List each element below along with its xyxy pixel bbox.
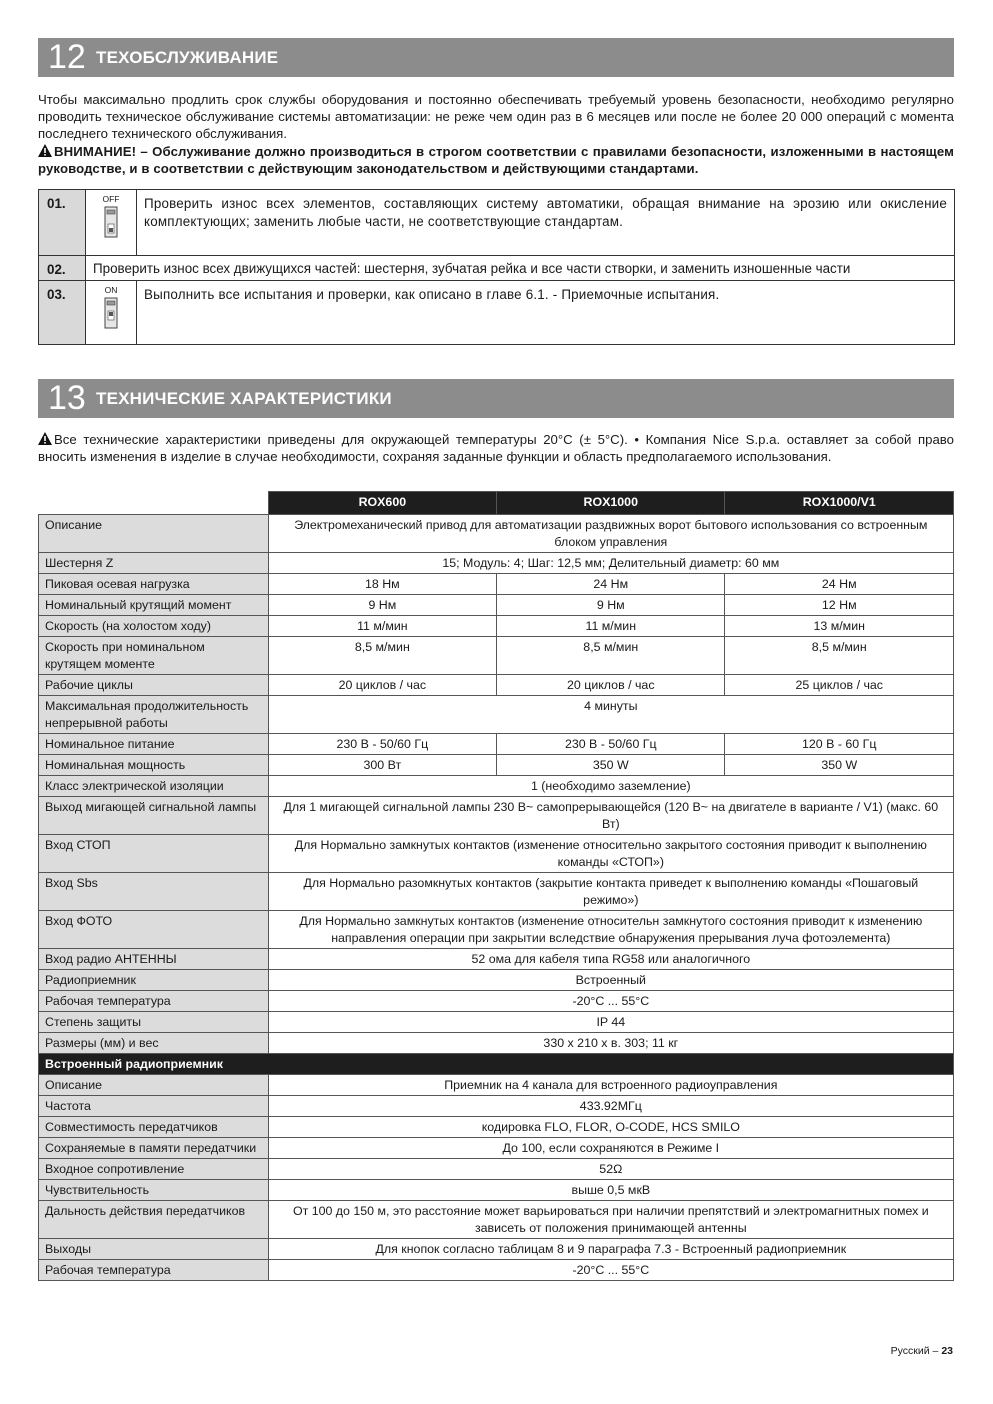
row-label: Номинальное питание: [39, 734, 269, 755]
circuit-breaker-on-icon: [104, 297, 118, 329]
row-value: 11 м/мин: [268, 616, 496, 637]
row-value: 24 Нм: [497, 574, 725, 595]
section-title: ТЕХОБСЛУЖИВАНИЕ: [96, 47, 279, 67]
table-row: [39, 515, 954, 553]
table-row: [39, 776, 954, 797]
step-text: Проверить износ всех элементов, составляющих систему автоматики, обращая внимание на эрозию или окисление комплектующих; заменить любые части, не соответствующие стандартам.: [137, 190, 955, 256]
table-row: [39, 755, 954, 776]
empty-header-cell: [39, 492, 269, 515]
row-value: 350 W: [497, 755, 725, 776]
step-number: 02.: [39, 256, 86, 281]
switch-off-cell: [86, 190, 137, 256]
table-row: [39, 696, 954, 734]
row-label: Описание: [39, 515, 269, 553]
table-header-row: [39, 492, 954, 515]
row-value: От 100 до 150 м, это расстояние может варьироваться при наличии препятствий и электромагнитных помех и зависеть от положения принимающей антенны: [268, 1201, 953, 1239]
table-row: [39, 1075, 954, 1096]
row-label: Размеры (мм) и вес: [39, 1033, 269, 1054]
row-value: 20 циклов / час: [268, 675, 496, 696]
row-label: Вход ФОТО: [39, 911, 269, 949]
specifications-table: [38, 491, 954, 1281]
table-row: [39, 873, 954, 911]
row-value: выше 0,5 мкВ: [268, 1180, 953, 1201]
row-value: 330 x 210 x в. 303; 11 кг: [268, 1033, 953, 1054]
row-value: кодировка FLO, FLOR, O-CODE, HCS SMILO: [268, 1117, 953, 1138]
table-row: [39, 616, 954, 637]
row-value: 25 циклов / час: [725, 675, 954, 696]
row-label: Выход мигающей сигнальной лампы: [39, 797, 269, 835]
table-row: [39, 1159, 954, 1180]
row-label: Сохраняемые в памяти передатчики: [39, 1138, 269, 1159]
row-label: Частота: [39, 1096, 269, 1117]
row-value: 350 W: [725, 755, 954, 776]
row-label: Вход СТОП: [39, 835, 269, 873]
radio-section-header: [39, 1054, 954, 1075]
row-label: Скорость (на холостом ходу): [39, 616, 269, 637]
note-text: Все технические характеристики приведены для окружающей температуры 20°C (± 5°C). • Компания Nice S.p.a. оставляет за собой право вносить изменения в изделие в случае необходимости, сохраняя заданные функции и область предполагаемого использования.: [38, 432, 954, 464]
row-label: Вход Sbs: [39, 873, 269, 911]
table-row: [39, 1096, 954, 1117]
row-label: Выходы: [39, 1239, 269, 1260]
row-value: Электромеханический привод для автоматизации раздвижных ворот бытового использования со встроенным блоком управления: [268, 515, 953, 553]
row-value: -20°C ... 55°C: [268, 991, 953, 1012]
row-value: 24 Нм: [725, 574, 954, 595]
footer-language: Русский –: [890, 1345, 942, 1357]
table-row: [39, 797, 954, 835]
maintenance-step: [39, 281, 955, 345]
maintenance-warning: [38, 143, 954, 177]
table-row: [39, 675, 954, 696]
row-value: Встроенный: [268, 970, 953, 991]
switch-label: ON: [104, 285, 118, 295]
section-12-header: [38, 38, 954, 77]
row-value: IP 44: [268, 1012, 953, 1033]
row-value: 8,5 м/мин: [497, 637, 725, 675]
row-label: Описание: [39, 1075, 269, 1096]
section-title: ТЕХНИЧЕСКИЕ ХАРАКТЕРИСТИКИ: [96, 388, 392, 408]
table-row: [39, 991, 954, 1012]
table-row: [39, 553, 954, 574]
row-label: Чувствительность: [39, 1180, 269, 1201]
table-row: [39, 734, 954, 755]
warning-icon: [38, 144, 52, 157]
table-row: [39, 1260, 954, 1281]
row-value: 18 Нм: [268, 574, 496, 595]
circuit-breaker-off-icon: [104, 206, 118, 238]
row-label: Шестерня Z: [39, 553, 269, 574]
maintenance-table: [38, 189, 955, 345]
table-row: [39, 637, 954, 675]
warning-icon: [38, 432, 52, 445]
switch-on-cell: [86, 281, 137, 345]
row-value: До 100, если сохраняются в Режиме I: [268, 1138, 953, 1159]
intro-text: Чтобы максимально продлить срок службы оборудования и постоянно обеспечивать требуемый уровень безопасности, необходимо регулярно проводить техническое обслуживание системы автоматизации: не реже чем один раз в 6 месяцев или после не более 20 000 операций с момента последнего технического обслуживания.: [38, 92, 954, 141]
step-number: 01.: [39, 190, 86, 256]
table-row: [39, 949, 954, 970]
row-value: 8,5 м/мин: [725, 637, 954, 675]
row-value: 230 В - 50/60 Гц: [268, 734, 496, 755]
table-row: [39, 1138, 954, 1159]
row-value: -20°C ... 55°C: [268, 1260, 953, 1281]
maintenance-step: [39, 190, 955, 256]
table-row: [39, 1180, 954, 1201]
table-row: [39, 574, 954, 595]
table-row: [39, 911, 954, 949]
step-text: Выполнить все испытания и проверки, как описано в главе 6.1. - Приемочные испытания.: [137, 281, 955, 345]
page-number: 23: [941, 1345, 953, 1357]
maintenance-intro: [38, 91, 954, 142]
row-value: 1 (необходимо заземление): [268, 776, 953, 797]
radio-section-title: Встроенный радиоприемник: [39, 1054, 954, 1075]
row-label: Рабочая температура: [39, 991, 269, 1012]
column-header: ROX1000: [497, 492, 725, 515]
row-label: Степень защиты: [39, 1012, 269, 1033]
row-value: Для Нормально замкнутых контактов (изменение относительно закрытого состояния приводит к выполнению команды «СТОП»): [268, 835, 953, 873]
row-value: 433.92МГц: [268, 1096, 953, 1117]
row-label: Вход радио АНТЕННЫ: [39, 949, 269, 970]
row-value: Для Нормально разомкнутых контактов (закрытие контакта приведет к выполнению команды «Пошаговый режимо»): [268, 873, 953, 911]
row-value: 12 Нм: [725, 595, 954, 616]
column-header: ROX600: [268, 492, 496, 515]
table-row: [39, 970, 954, 991]
row-value: 9 Нм: [268, 595, 496, 616]
table-row: [39, 595, 954, 616]
row-value: 300 Вт: [268, 755, 496, 776]
row-label: Радиоприемник: [39, 970, 269, 991]
row-label: Максимальная продолжительность непрерывной работы: [39, 696, 269, 734]
section-number: 13: [48, 379, 86, 417]
row-value: Для кнопок согласно таблицам 8 и 9 параграфа 7.3 - Встроенный радиоприемник: [268, 1239, 953, 1260]
row-value: 20 циклов / час: [497, 675, 725, 696]
row-value: 8,5 м/мин: [268, 637, 496, 675]
table-row: [39, 1117, 954, 1138]
row-value: 9 Нм: [497, 595, 725, 616]
page-footer: [891, 1345, 953, 1357]
row-value: 230 В - 50/60 Гц: [497, 734, 725, 755]
row-label: Рабочие циклы: [39, 675, 269, 696]
warning-text: ВНИМАНИЕ! – Обслуживание должно производиться в строгом соответствии с правилами безопасности, изложенными в настоящем руководстве, и в соответствии с действующим законодательством и действующими стандартами.: [38, 144, 954, 176]
row-value: 4 минуты: [268, 696, 953, 734]
table-row: [39, 835, 954, 873]
section-13-header: [38, 379, 954, 418]
row-label: Входное сопротивление: [39, 1159, 269, 1180]
tech-note: [38, 431, 954, 465]
step-number: 03.: [39, 281, 86, 345]
table-row: [39, 1239, 954, 1260]
row-label: Совместимость передатчиков: [39, 1117, 269, 1138]
row-label: Дальность действия передатчиков: [39, 1201, 269, 1239]
column-header: ROX1000/V1: [725, 492, 954, 515]
row-value: Приемник на 4 канала для встроенного радиоуправления: [268, 1075, 953, 1096]
row-label: Скорость при номинальном крутящем моменте: [39, 637, 269, 675]
switch-label: OFF: [102, 194, 120, 204]
row-value: 11 м/мин: [497, 616, 725, 637]
row-value: 15; Модуль: 4; Шаг: 12,5 мм; Делительный диаметр: 60 мм: [268, 553, 953, 574]
table-row: [39, 1201, 954, 1239]
row-value: Для 1 мигающей сигнальной лампы 230 В~ самопрерывающейся (120 В~ на двигателе в варианте / V1) (макс. 60 Вт): [268, 797, 953, 835]
step-text: Проверить износ всех движущихся частей: шестерня, зубчатая рейка и все части створки, и заменить изношенные части: [86, 256, 955, 281]
table-row: [39, 1033, 954, 1054]
row-label: Класс электрической изоляции: [39, 776, 269, 797]
row-label: Номинальный крутящий момент: [39, 595, 269, 616]
row-value: 13 м/мин: [725, 616, 954, 637]
section-number: 12: [48, 38, 86, 76]
maintenance-step: [39, 256, 955, 281]
row-value: 52 ома для кабеля типа RG58 или аналогичного: [268, 949, 953, 970]
row-value: 52Ω: [268, 1159, 953, 1180]
row-label: Номинальная мощность: [39, 755, 269, 776]
table-row: [39, 1012, 954, 1033]
row-value: 120 В - 60 Гц: [725, 734, 954, 755]
row-label: Рабочая температура: [39, 1260, 269, 1281]
row-value: Для Нормально замкнутых контактов (изменение относительн замкнутого состояния приводит к изменению направления операции при закрытии вследствие обнаружения прерывания луча фотоэлемента): [268, 911, 953, 949]
row-label: Пиковая осевая нагрузка: [39, 574, 269, 595]
